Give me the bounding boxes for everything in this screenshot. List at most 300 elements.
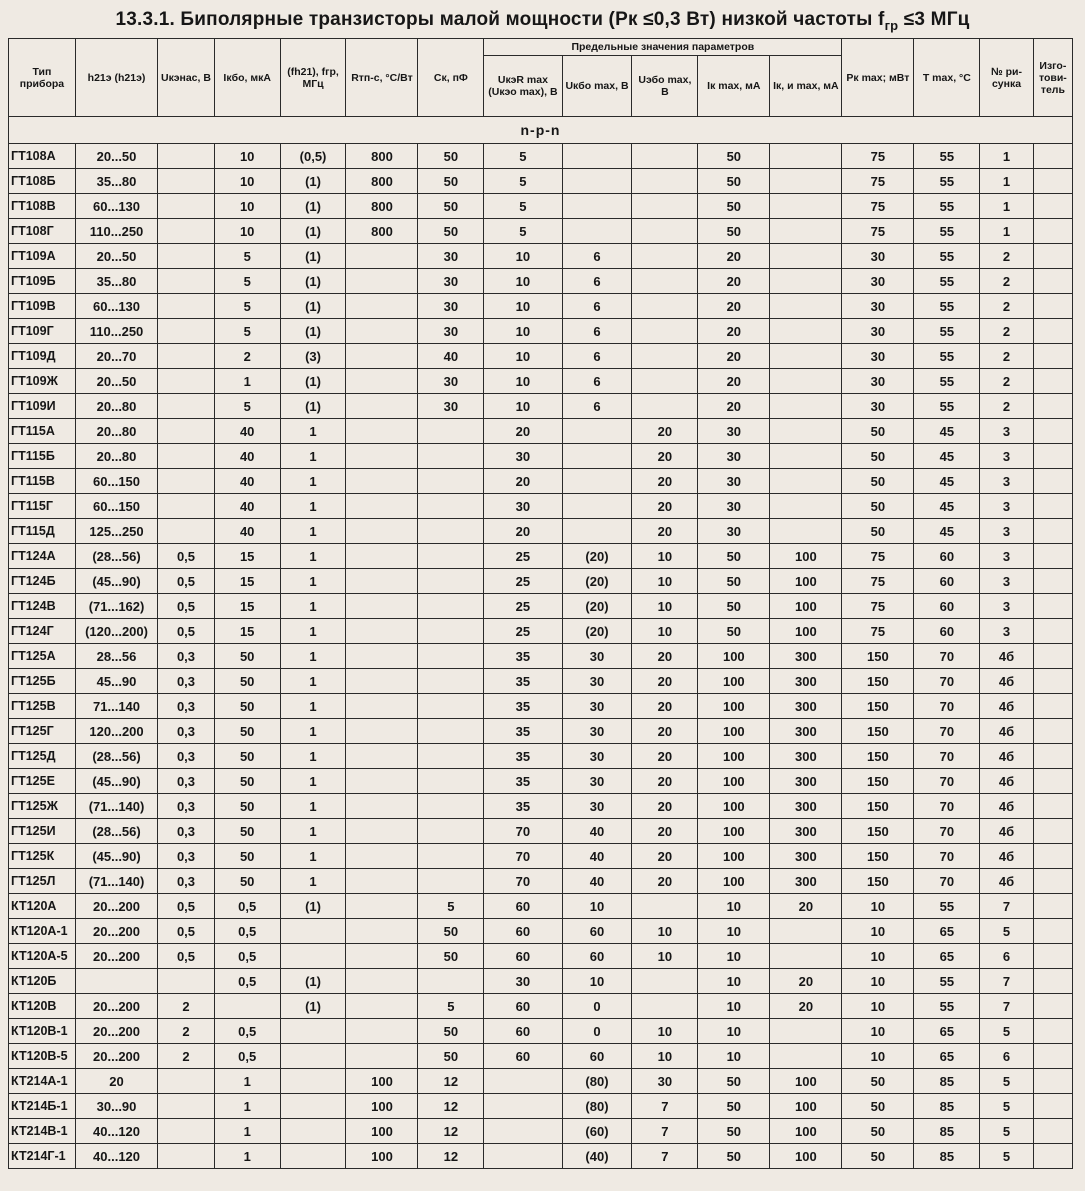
table-cell: (20) — [562, 569, 632, 594]
table-row — [9, 144, 1073, 169]
table-cell: 6 — [562, 319, 632, 344]
table-cell — [280, 919, 346, 944]
table-cell: 40...120 — [75, 1144, 157, 1169]
table-cell — [75, 969, 157, 994]
table-cell: 20...50 — [75, 369, 157, 394]
table-cell: (71...162) — [75, 594, 157, 619]
table-cell — [1033, 269, 1072, 294]
table-cell — [346, 969, 418, 994]
table-cell: 1 — [280, 719, 346, 744]
table-cell: 55 — [914, 169, 980, 194]
table-cell — [346, 669, 418, 694]
table-cell — [418, 694, 484, 719]
table-cell: 20 — [75, 1069, 157, 1094]
table-cell: 300 — [770, 869, 842, 894]
table-cell — [770, 344, 842, 369]
table-cell: 4б — [980, 694, 1034, 719]
table-cell: 60 — [562, 919, 632, 944]
table-cell — [158, 1119, 215, 1144]
table-cell: 5 — [980, 1069, 1034, 1094]
type-cell: ГТ108Г — [9, 219, 76, 244]
table-cell: 0,5 — [158, 894, 215, 919]
table-cell — [484, 1069, 562, 1094]
table-cell: 20 — [770, 994, 842, 1019]
table-cell: 100 — [698, 769, 770, 794]
table-row — [9, 969, 1073, 994]
table-cell — [1033, 919, 1072, 944]
table-cell: 100 — [698, 819, 770, 844]
table-cell: 35 — [484, 794, 562, 819]
table-cell — [1033, 1069, 1072, 1094]
table-cell — [632, 144, 698, 169]
table-cell: (1) — [280, 244, 346, 269]
table-cell: 10 — [698, 994, 770, 1019]
table-cell: 55 — [914, 269, 980, 294]
table-cell — [632, 394, 698, 419]
table-cell: 55 — [914, 194, 980, 219]
table-cell: 100 — [770, 544, 842, 569]
table-cell: 2 — [158, 994, 215, 1019]
table-cell: 20...200 — [75, 1044, 157, 1069]
table-cell — [346, 369, 418, 394]
table-cell: 150 — [842, 719, 914, 744]
table-cell: 50 — [842, 444, 914, 469]
table-cell: 100 — [698, 869, 770, 894]
table-cell: 300 — [770, 744, 842, 769]
type-cell: ГТ125Ж — [9, 794, 76, 819]
table-cell: 5 — [980, 1094, 1034, 1119]
table-cell: 300 — [770, 769, 842, 794]
table-cell: 55 — [914, 394, 980, 419]
table-cell: 55 — [914, 344, 980, 369]
type-cell: ГТ125Г — [9, 719, 76, 744]
table-cell — [346, 919, 418, 944]
table-cell: 100 — [770, 619, 842, 644]
table-cell: 45 — [914, 419, 980, 444]
table-cell — [1033, 819, 1072, 844]
table-cell: 20 — [484, 469, 562, 494]
table-cell: 0,5 — [158, 944, 215, 969]
table-cell: 60 — [914, 619, 980, 644]
table-cell — [562, 219, 632, 244]
table-cell: 100 — [346, 1119, 418, 1144]
table-cell: 10 — [698, 894, 770, 919]
table-cell — [1033, 219, 1072, 244]
table-cell: 20...80 — [75, 419, 157, 444]
table-cell: 5 — [980, 1019, 1034, 1044]
table-cell: 20 — [632, 519, 698, 544]
table-cell: 10 — [632, 1019, 698, 1044]
type-cell: КТ214В-1 — [9, 1119, 76, 1144]
table-cell: 50 — [698, 1094, 770, 1119]
table-cell — [418, 494, 484, 519]
table-cell: 6 — [562, 269, 632, 294]
table-cell: 10 — [484, 294, 562, 319]
table-cell: 20...80 — [75, 394, 157, 419]
table-cell: 3 — [980, 619, 1034, 644]
table-cell — [1033, 519, 1072, 544]
table-cell: 30 — [698, 419, 770, 444]
table-row — [9, 1044, 1073, 1069]
table-cell: 10 — [214, 219, 280, 244]
table-cell: 40 — [562, 819, 632, 844]
table-cell: 300 — [770, 694, 842, 719]
table-cell: 0,3 — [158, 794, 215, 819]
table-row — [9, 419, 1073, 444]
table-cell: 3 — [980, 469, 1034, 494]
table-row — [9, 1119, 1073, 1144]
header-ukeR: UкэR max (Uкэо max), В — [484, 56, 562, 117]
type-cell: ГТ125А — [9, 644, 76, 669]
table-cell: 1 — [280, 694, 346, 719]
table-cell: 300 — [770, 844, 842, 869]
table-cell: 30 — [562, 719, 632, 744]
table-cell: 0,5 — [158, 619, 215, 644]
table-cell: 50 — [842, 494, 914, 519]
table-cell: 45 — [914, 444, 980, 469]
table-row — [9, 369, 1073, 394]
table-cell: 30 — [842, 244, 914, 269]
table-cell: 20 — [698, 369, 770, 394]
table-cell — [632, 294, 698, 319]
table-cell — [770, 944, 842, 969]
table-cell: 20...200 — [75, 1019, 157, 1044]
table-cell: 20 — [632, 719, 698, 744]
table-cell — [1033, 619, 1072, 644]
header-pkmax: Pк max; мВт — [842, 39, 914, 117]
table-cell — [158, 1144, 215, 1169]
table-cell: (71...140) — [75, 794, 157, 819]
table-row — [9, 719, 1073, 744]
table-cell: 5 — [484, 219, 562, 244]
table-cell — [1033, 1044, 1072, 1069]
table-cell — [418, 844, 484, 869]
table-cell: 10 — [698, 919, 770, 944]
table-cell: 1 — [214, 1069, 280, 1094]
table-cell: 20 — [698, 319, 770, 344]
table-cell: 120...200 — [75, 719, 157, 744]
table-cell: 300 — [770, 669, 842, 694]
type-cell: КТ214Б-1 — [9, 1094, 76, 1119]
table-cell: 40 — [562, 869, 632, 894]
table-cell: 150 — [842, 844, 914, 869]
type-cell: ГТ125Л — [9, 869, 76, 894]
table-cell: 20 — [632, 419, 698, 444]
table-cell: 4б — [980, 869, 1034, 894]
table-cell: 1 — [214, 1094, 280, 1119]
table-cell: 150 — [842, 819, 914, 844]
table-cell: 300 — [770, 819, 842, 844]
type-cell: КТ120А-1 — [9, 919, 76, 944]
table-cell: 5 — [214, 394, 280, 419]
table-cell — [418, 669, 484, 694]
table-cell: 0,5 — [158, 544, 215, 569]
table-cell — [1033, 769, 1072, 794]
table-cell: 55 — [914, 369, 980, 394]
type-cell: ГТ125Е — [9, 769, 76, 794]
table-cell: 2 — [158, 1044, 215, 1069]
table-cell: 50 — [698, 1069, 770, 1094]
table-cell: 2 — [980, 344, 1034, 369]
table-cell: 50 — [698, 619, 770, 644]
table-cell: 2 — [980, 294, 1034, 319]
table-cell: 20 — [632, 444, 698, 469]
table-cell: 0,3 — [158, 644, 215, 669]
table-cell: 1 — [280, 469, 346, 494]
table-cell: 3 — [980, 419, 1034, 444]
type-cell: ГТ109И — [9, 394, 76, 419]
table-row — [9, 169, 1073, 194]
table-cell: 6 — [562, 244, 632, 269]
table-cell: 30 — [484, 494, 562, 519]
table-cell — [158, 369, 215, 394]
header-maker: Изго- тови- тель — [1033, 39, 1072, 117]
table-cell: 3 — [980, 544, 1034, 569]
type-cell: ГТ124Г — [9, 619, 76, 644]
type-cell: КТ120В-1 — [9, 1019, 76, 1044]
table-cell: 0,5 — [158, 569, 215, 594]
table-cell: 30 — [562, 769, 632, 794]
table-cell: 1 — [280, 869, 346, 894]
table-cell: 0,3 — [158, 719, 215, 744]
table-cell: 85 — [914, 1094, 980, 1119]
table-cell: 70 — [914, 669, 980, 694]
table-cell — [770, 444, 842, 469]
table-cell: 1 — [280, 619, 346, 644]
table-cell — [158, 169, 215, 194]
table-cell: 1 — [280, 444, 346, 469]
table-cell — [346, 419, 418, 444]
table-cell: 0,3 — [158, 769, 215, 794]
table-cell — [346, 519, 418, 544]
table-cell — [1033, 369, 1072, 394]
table-cell: 30 — [562, 744, 632, 769]
table-cell: 55 — [914, 894, 980, 919]
table-cell: 70 — [914, 744, 980, 769]
table-cell — [770, 519, 842, 544]
table-cell: 1 — [214, 369, 280, 394]
table-cell: 60 — [484, 894, 562, 919]
table-cell — [1033, 569, 1072, 594]
table-cell: 5 — [980, 1144, 1034, 1169]
type-cell: КТ120В — [9, 994, 76, 1019]
table-cell: 10 — [562, 894, 632, 919]
table-cell: 75 — [842, 144, 914, 169]
table-cell: 50 — [214, 869, 280, 894]
table-cell — [346, 944, 418, 969]
table-body — [9, 117, 1073, 1169]
table-cell — [346, 694, 418, 719]
type-cell: КТ120Б — [9, 969, 76, 994]
table-cell: 2 — [214, 344, 280, 369]
table-cell: 55 — [914, 294, 980, 319]
table-cell: 100 — [698, 669, 770, 694]
table-cell — [346, 819, 418, 844]
table-cell: 100 — [346, 1069, 418, 1094]
table-cell: 20 — [632, 744, 698, 769]
table-cell: 1 — [280, 644, 346, 669]
table-cell: 30 — [842, 269, 914, 294]
table-cell — [280, 1069, 346, 1094]
table-cell — [562, 169, 632, 194]
table-cell: 10 — [842, 894, 914, 919]
table-cell — [280, 944, 346, 969]
table-cell: 60...130 — [75, 294, 157, 319]
table-cell: 45...90 — [75, 669, 157, 694]
table-cell: 1 — [280, 669, 346, 694]
table-cell: 4б — [980, 644, 1034, 669]
table-cell: 85 — [914, 1119, 980, 1144]
table-cell: (1) — [280, 194, 346, 219]
table-cell — [346, 1019, 418, 1044]
table-cell: 20 — [698, 244, 770, 269]
table-cell — [1033, 244, 1072, 269]
table-cell: 50 — [842, 1094, 914, 1119]
table-cell — [770, 269, 842, 294]
table-cell: 5 — [214, 294, 280, 319]
table-row — [9, 794, 1073, 819]
table-cell — [1033, 394, 1072, 419]
table-cell: 20...50 — [75, 144, 157, 169]
table-cell: 40 — [214, 519, 280, 544]
table-row — [9, 519, 1073, 544]
table-cell — [770, 244, 842, 269]
table-row — [9, 444, 1073, 469]
table-cell: (45...90) — [75, 569, 157, 594]
table-cell: 55 — [914, 144, 980, 169]
table-cell: (60) — [562, 1119, 632, 1144]
table-cell: 30 — [418, 244, 484, 269]
table-cell — [418, 969, 484, 994]
table-cell: 50 — [842, 1069, 914, 1094]
table-cell: 30 — [418, 394, 484, 419]
table-cell: 5 — [980, 919, 1034, 944]
table-cell: 60...130 — [75, 194, 157, 219]
table-cell: 3 — [980, 444, 1034, 469]
table-cell: 110...250 — [75, 319, 157, 344]
table-cell: 50 — [214, 769, 280, 794]
table-cell: 85 — [914, 1144, 980, 1169]
table-cell: 10 — [484, 269, 562, 294]
table-cell — [770, 219, 842, 244]
table-cell: 50 — [214, 644, 280, 669]
table-cell: 70 — [484, 844, 562, 869]
table-cell: 6 — [562, 394, 632, 419]
table-cell — [418, 594, 484, 619]
table-cell: 50 — [842, 1144, 914, 1169]
table-cell: 4б — [980, 844, 1034, 869]
table-cell: 100 — [698, 844, 770, 869]
table-row — [9, 319, 1073, 344]
table-cell: 20 — [632, 869, 698, 894]
table-cell: (28...56) — [75, 744, 157, 769]
table-cell: (80) — [562, 1069, 632, 1094]
section-label: n-p-n — [9, 117, 1073, 144]
table-cell — [418, 419, 484, 444]
type-cell: ГТ108А — [9, 144, 76, 169]
table-cell — [158, 294, 215, 319]
table-cell: 65 — [914, 944, 980, 969]
table-cell — [346, 794, 418, 819]
table-cell — [418, 644, 484, 669]
table-cell — [1033, 1094, 1072, 1119]
header-uknas: Uкэнас, В — [158, 39, 215, 117]
table-cell: 70 — [914, 694, 980, 719]
table-row — [9, 394, 1073, 419]
table-cell — [1033, 1019, 1072, 1044]
type-cell: ГТ125Б — [9, 669, 76, 694]
table-cell — [1033, 1144, 1072, 1169]
table-cell: 0,5 — [214, 919, 280, 944]
table-cell: 60 — [484, 1019, 562, 1044]
table-cell: 0,3 — [158, 744, 215, 769]
table-cell — [346, 319, 418, 344]
table-cell: 10 — [484, 369, 562, 394]
table-cell: 2 — [980, 244, 1034, 269]
table-cell: 50 — [698, 569, 770, 594]
table-cell: 50 — [842, 419, 914, 444]
table-cell — [562, 494, 632, 519]
table-cell: 0,3 — [158, 819, 215, 844]
header-ikbo: Iкбо, мкА — [214, 39, 280, 117]
transistor-table — [8, 38, 1073, 1169]
table-cell: 20 — [770, 894, 842, 919]
table-cell: 20 — [770, 969, 842, 994]
table-cell: 0,5 — [214, 1019, 280, 1044]
table-cell: 10 — [698, 969, 770, 994]
table-cell — [1033, 869, 1072, 894]
table-cell: 60 — [484, 944, 562, 969]
table-cell — [632, 194, 698, 219]
table-cell: (1) — [280, 969, 346, 994]
table-cell: 10 — [484, 244, 562, 269]
table-cell: 1 — [980, 194, 1034, 219]
table-cell: 55 — [914, 319, 980, 344]
table-cell: 30 — [562, 794, 632, 819]
table-cell: 70 — [914, 644, 980, 669]
table-cell — [158, 269, 215, 294]
table-cell: (1) — [280, 294, 346, 319]
table-cell — [632, 219, 698, 244]
table-cell: 3 — [980, 594, 1034, 619]
table-cell: 30 — [632, 1069, 698, 1094]
table-cell: 20 — [632, 644, 698, 669]
table-cell: 10 — [484, 344, 562, 369]
table-cell: 30 — [484, 969, 562, 994]
type-cell: КТ120А — [9, 894, 76, 919]
table-cell — [1033, 794, 1072, 819]
table-row — [9, 769, 1073, 794]
header-ck: Cк, пФ — [418, 39, 484, 117]
table-cell — [418, 869, 484, 894]
table-cell: 60 — [484, 994, 562, 1019]
table-cell: 10 — [214, 144, 280, 169]
header-limits: Предельные значения параметров — [484, 39, 842, 56]
table-cell: 50 — [214, 794, 280, 819]
table-cell: 6 — [562, 294, 632, 319]
table-cell — [1033, 594, 1072, 619]
table-cell: 20 — [632, 694, 698, 719]
table-cell: 20...200 — [75, 994, 157, 1019]
table-cell: 35 — [484, 694, 562, 719]
table-cell — [346, 469, 418, 494]
table-cell: 100 — [698, 794, 770, 819]
table-cell: 3 — [980, 494, 1034, 519]
table-cell: 55 — [914, 969, 980, 994]
table-cell: 6 — [562, 369, 632, 394]
table-cell — [770, 169, 842, 194]
table-cell — [562, 194, 632, 219]
